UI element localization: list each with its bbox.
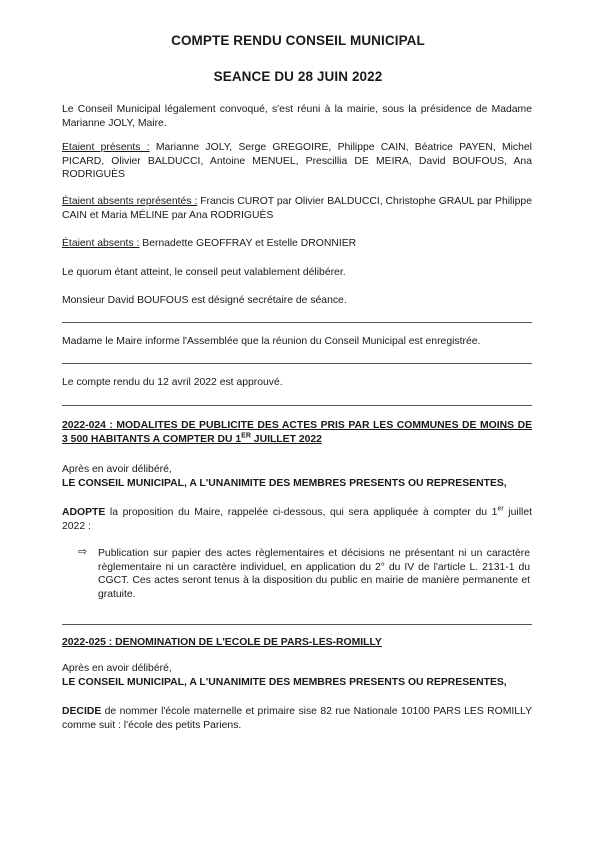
deliberation-intro: Après en avoir délibéré, xyxy=(62,663,172,674)
intro-paragraph: Le Conseil Municipal légalement convoqué, s'est réuni à la mairie, sous la présidence de Madame Marianne JOLY, Maire. xyxy=(62,104,532,129)
absent-label: Étaient absents : xyxy=(62,238,140,249)
decision-verb: ADOPTE xyxy=(62,507,106,518)
represented-names: Francis CUROT par Olivier BALDUCCI, Christophe GRAUL par Philippe CAIN et Maria MÉLINE par Ana RODRIGUÈS xyxy=(62,196,532,221)
session-date-title: SEANCE DU 28 JUIN 2022 xyxy=(213,69,383,84)
minutes-approval: Le compte rendu du 12 avril 2022 est approuvé. xyxy=(62,377,283,388)
present-members xyxy=(62,141,532,182)
recording-statement: Madame le Maire informe l'Assemblée que la réunion du Conseil Municipal est enregistrée. xyxy=(62,336,481,347)
divider xyxy=(62,405,532,406)
decision-verb: DECIDE xyxy=(62,706,102,717)
document-title: COMPTE RENDU CONSEIL MUNICIPAL xyxy=(171,33,425,48)
decision-adopte: ADOPTE la proposition du Maire, rappelée ci-dessous, qui sera appliquée à compter du 1er juillet 2022 : xyxy=(62,505,532,532)
decision-decide: DECIDE de nommer l'école maternelle et primaire sise 82 rue Nationale 10100 PARS LES ROMILLY comme suit : l'école des petits Pariens. xyxy=(62,706,532,731)
represented-label: Étaient absents représentés : xyxy=(62,196,198,207)
represented-members xyxy=(62,195,532,222)
arrow-right-icon: ⇨ xyxy=(78,546,88,558)
divider xyxy=(62,322,532,323)
deliberation-heading-2022-024: 2022-024 : MODALITES DE PUBLICITE DES ACTES PRIS PAR LES COMMUNES DE MOINS DE 3 500 HABITANTS A COMPTER DU 1ER JUILLET 2022 xyxy=(62,420,532,445)
council-unanimity: LE CONSEIL MUNICIPAL, A L'UNANIMITE DES MEMBRES PRESENTS OU REPRESENTES, xyxy=(62,677,507,688)
present-names: Marianne JOLY, Serge GREGOIRE, Philippe CAIN, Béatrice PAYEN, Michel PICARD, Olivier BALDUCCI, Antoine MENUEL, Prescillia DE MEIRA, David BOUFOUS, Ana RODRIGUÈS xyxy=(62,142,532,181)
divider xyxy=(62,363,532,364)
bullet-item: Publication sur papier des actes règlementaires et décisions ne présentant ni un caractère règlementaire ni un caractère individuel, en application du 2° du IV de l'article L. 2131-1 du CGCT. Ces actes seront tenus à la disposition du public en mairie de manière permanente et gratuite. xyxy=(98,548,530,600)
absent-names: Bernadette GEOFFRAY et Estelle DRONNIER xyxy=(139,238,357,249)
absent-members xyxy=(62,237,532,251)
council-unanimity: LE CONSEIL MUNICIPAL, A L'UNANIMITE DES MEMBRES PRESENTS OU REPRESENTES, xyxy=(62,478,507,489)
present-label: Etaient présents : xyxy=(62,142,150,153)
divider xyxy=(62,624,532,625)
deliberation-intro: Après en avoir délibéré, xyxy=(62,464,172,475)
quorum-statement: Le quorum étant atteint, le conseil peut valablement délibérer. xyxy=(62,267,346,278)
deliberation-heading-2022-025: 2022-025 : DENOMINATION DE L'ECOLE DE PARS-LES-ROMILLY xyxy=(62,637,382,648)
secretary-statement: Monsieur David BOUFOUS est désigné secrétaire de séance. xyxy=(62,295,347,306)
